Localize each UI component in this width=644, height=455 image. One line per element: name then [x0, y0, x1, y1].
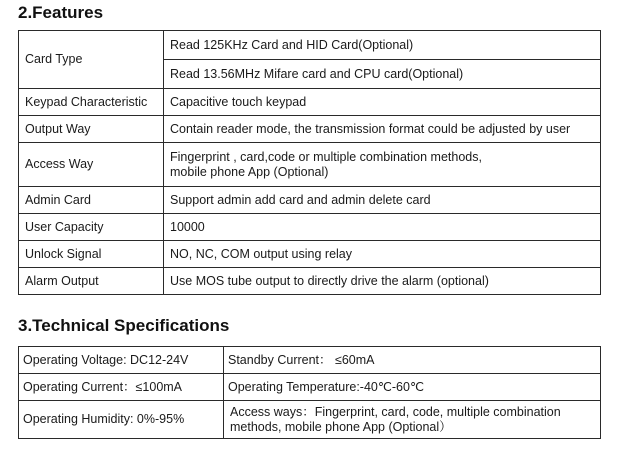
card-type-value-2: Read 13.56MHz Mifare card and CPU card(Optional): [164, 60, 601, 89]
alarm-output-label: Alarm Output: [19, 268, 164, 295]
access-way-value-line2: mobile phone App (Optional): [170, 164, 329, 179]
output-way-value: Contain reader mode, the transmission format could be adjusted by user: [164, 116, 601, 143]
unlock-signal-value: NO, NC, COM output using relay: [164, 241, 601, 268]
table-row: [19, 347, 601, 374]
access-way-label: Access Way: [19, 143, 164, 187]
specs-heading: 3.Technical Specifications: [18, 316, 230, 335]
standby-current: Standby Current： ≤60mA: [224, 347, 601, 374]
table-row: [19, 401, 601, 439]
card-type-value-1: Read 125KHz Card and HID Card(Optional): [164, 31, 601, 60]
table-row: [19, 187, 601, 214]
user-capacity-label: User Capacity: [19, 214, 164, 241]
access-ways-line2: methods, mobile phone App (Optional）: [230, 419, 452, 434]
table-row: [19, 214, 601, 241]
access-ways: [224, 401, 601, 439]
table-row: [19, 116, 601, 143]
card-type-label: Card Type: [19, 31, 164, 89]
table-row: [19, 374, 601, 401]
operating-temperature: Operating Temperature:-40℃-60℃: [224, 374, 601, 401]
operating-current: Operating Current：≤100mA: [19, 374, 224, 401]
table-row: [19, 143, 601, 187]
admin-card-label: Admin Card: [19, 187, 164, 214]
keypad-value: Capacitive touch keypad: [164, 89, 601, 116]
table-row: [19, 268, 601, 295]
table-row: [19, 241, 601, 268]
specs-table: [18, 346, 601, 439]
access-ways-line1: Access ways：Fingerprint, card, code, multiple combination: [230, 404, 561, 419]
access-way-value: [164, 143, 601, 187]
features-table: [18, 30, 601, 295]
table-row: [19, 31, 601, 60]
operating-voltage: Operating Voltage: DC12-24V: [19, 347, 224, 374]
table-row: [19, 89, 601, 116]
keypad-label: Keypad Characteristic: [19, 89, 164, 116]
user-capacity-value: 10000: [164, 214, 601, 241]
operating-humidity: Operating Humidity: 0%-95%: [19, 401, 224, 439]
unlock-signal-label: Unlock Signal: [19, 241, 164, 268]
features-heading: 2.Features: [18, 3, 104, 22]
access-way-value-line1: Fingerprint , card,code or multiple combination methods,: [170, 149, 482, 164]
alarm-output-value: Use MOS tube output to directly drive the alarm (optional): [164, 268, 601, 295]
admin-card-value: Support admin add card and admin delete card: [164, 187, 601, 214]
output-way-label: Output Way: [19, 116, 164, 143]
